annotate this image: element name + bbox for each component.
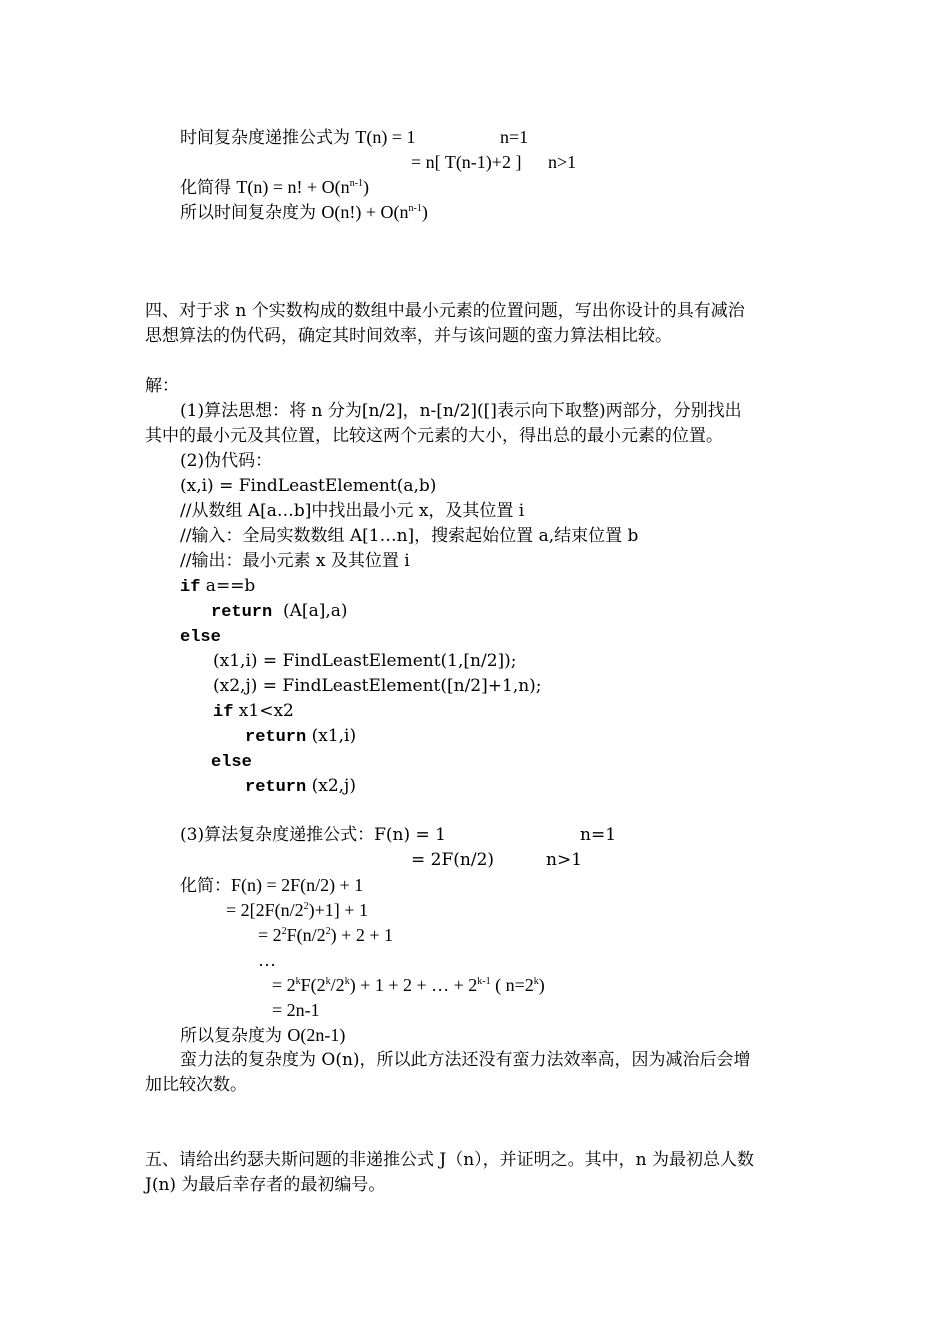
superscript: n-1 bbox=[408, 203, 422, 214]
text: F(2 bbox=[300, 975, 326, 995]
text: ) bbox=[538, 975, 545, 995]
text: T(n) = n! + O(n bbox=[236, 177, 350, 197]
code-call1: (x1,i) = FindLeastElement(1,[n/2]); bbox=[213, 651, 517, 671]
text bbox=[236, 177, 369, 197]
code-if2-line bbox=[213, 699, 294, 723]
text: (3)算法复杂度递推公式： bbox=[180, 825, 375, 845]
question5-line1: 五、请给出约瑟夫斯问题的非递推公式 J（n），并证明之。其中，n 为最初总人数 bbox=[145, 1150, 755, 1170]
t-recurrence-line2: = n[ T(n-1)+2 ] bbox=[411, 152, 522, 172]
code-return1-line bbox=[211, 599, 348, 623]
code-return2-line bbox=[245, 724, 356, 748]
text: 所以复杂度为 bbox=[180, 1026, 288, 1046]
code-return3-line bbox=[245, 774, 356, 798]
simplify-line2 bbox=[226, 898, 368, 922]
code-comment3: //输出：最小元素 x 及其位置 i bbox=[180, 551, 410, 571]
keyword: return bbox=[245, 728, 307, 747]
superscript: k bbox=[295, 976, 301, 987]
code-comment2: //输入：全局实数数组 A[1…n]，搜索起始位置 a,结束位置 b bbox=[180, 526, 639, 546]
superscript: 2 bbox=[281, 926, 287, 937]
text bbox=[321, 202, 427, 222]
answer-label: 解： bbox=[145, 376, 179, 396]
text: (A[a],a) bbox=[272, 601, 348, 621]
text: /2 bbox=[330, 975, 345, 995]
superscript: k-1 bbox=[477, 976, 491, 987]
simplify-line3 bbox=[258, 923, 393, 947]
text: 化简得 bbox=[180, 178, 237, 198]
text: ) + 1 + 2 + … + 2 bbox=[349, 975, 478, 995]
text: = 2 bbox=[272, 975, 296, 995]
text: a==b bbox=[200, 576, 256, 596]
superscript: k bbox=[325, 976, 331, 987]
idea-line1: (1)算法思想：将 n 分为[n/2]，n-[n/2]([]表示向下取整)两部分，分别找出 bbox=[180, 401, 742, 421]
complexity-cond2: n>1 bbox=[546, 850, 583, 870]
t-recurrence-line1 bbox=[180, 125, 416, 149]
text: 时间复杂度递推公式为 bbox=[180, 128, 356, 148]
idea-line2: 其中的最小元及其位置，比较这两个元素的大小，得出总的最小元素的位置。 bbox=[145, 426, 723, 446]
text: F(n/2 bbox=[286, 925, 326, 945]
question5-line2: J(n) 为最后幸存者的最初编号。 bbox=[145, 1175, 386, 1195]
simplify-line4: … bbox=[258, 950, 276, 970]
simplify-line5 bbox=[272, 973, 545, 997]
question4-line2: 思想算法的伪代码，确定其时间效率，并与该问题的蛮力算法相比较。 bbox=[145, 326, 672, 346]
text: )+1] + 1 bbox=[308, 900, 368, 920]
simplify-line6: = 2n-1 bbox=[272, 1000, 320, 1020]
text: ) bbox=[363, 177, 370, 197]
code-else-line bbox=[180, 624, 221, 648]
question4-line1: 四、对于求 n 个实数构成的数组中最小元素的位置问题，写出你设计的具有减治 bbox=[145, 301, 745, 321]
text: = 2[2F(n/2 bbox=[226, 900, 304, 920]
keyword: return bbox=[211, 603, 273, 622]
text: x1<x2 bbox=[233, 701, 294, 721]
complexity-line2: = 2F(n/2) bbox=[411, 850, 495, 870]
t-recurrence-cond2: n>1 bbox=[548, 152, 577, 172]
complexity-cond1: n=1 bbox=[580, 825, 617, 845]
pseudocode-label: (2)伪代码： bbox=[180, 451, 273, 471]
code-if-line bbox=[180, 574, 255, 598]
text: O(n!) + O(n bbox=[321, 202, 409, 222]
text: ) bbox=[421, 202, 428, 222]
text: = 2 bbox=[258, 925, 282, 945]
t-simplify-line bbox=[180, 175, 369, 199]
text: ) + 2 + 1 bbox=[330, 925, 393, 945]
text: 化简： bbox=[180, 876, 231, 896]
compare-line1: 蛮力法的复杂度为 O(n)，所以此方法还没有蛮力法效率高，因为减治后会增 bbox=[180, 1050, 751, 1070]
text: O(2n-1) bbox=[287, 1025, 346, 1045]
text: T(n) = 1 bbox=[355, 127, 416, 147]
text: F(n) = 2F(n/2) + 1 bbox=[231, 875, 364, 895]
superscript: k bbox=[344, 976, 350, 987]
keyword: if bbox=[180, 578, 201, 597]
code-signature: (x,i) = FindLeastElement(a,b) bbox=[180, 476, 437, 496]
superscript: n-1 bbox=[349, 178, 364, 189]
t-conclusion-line bbox=[180, 200, 428, 224]
keyword: else bbox=[211, 753, 252, 772]
superscript: 2 bbox=[325, 926, 331, 937]
text: ( n=2 bbox=[490, 975, 534, 995]
keyword: if bbox=[213, 703, 234, 722]
code-comment1: //从数组 A[a…b]中找出最小元 x，及其位置 i bbox=[180, 501, 525, 521]
text: 所以时间复杂度为 bbox=[180, 203, 322, 223]
text: F(n) = 1 bbox=[374, 825, 446, 845]
compare-line2: 加比较次数。 bbox=[145, 1075, 247, 1095]
result-line bbox=[180, 1023, 345, 1047]
keyword: return bbox=[245, 778, 307, 797]
t-recurrence-cond1: n=1 bbox=[500, 127, 529, 147]
code-call2: (x2,j) = FindLeastElement([n/2]+1,n); bbox=[213, 676, 542, 696]
text: (x2,j) bbox=[306, 776, 356, 796]
simplify-line1 bbox=[180, 873, 363, 897]
text: (x1,i) bbox=[306, 726, 357, 746]
complexity-line1 bbox=[180, 823, 446, 847]
keyword: else bbox=[180, 628, 221, 647]
superscript: 2 bbox=[303, 901, 309, 912]
superscript: k bbox=[533, 976, 539, 987]
code-else2-line bbox=[211, 749, 252, 773]
